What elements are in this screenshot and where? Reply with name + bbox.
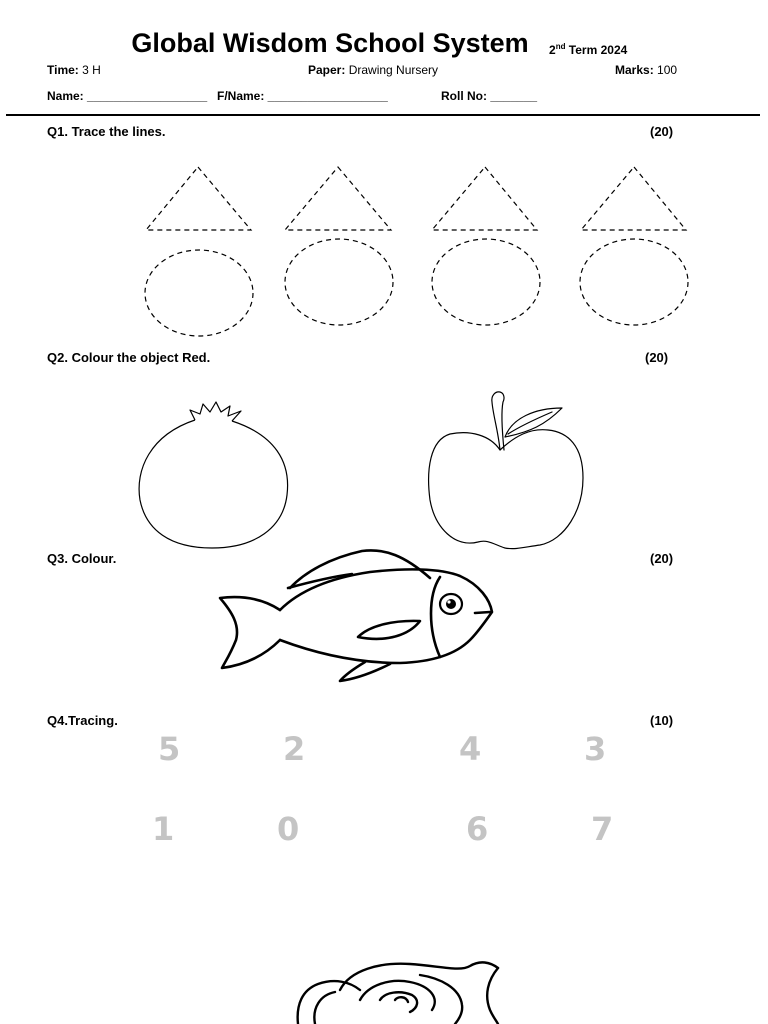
q2-title: Q2. Colour the object Red. — [47, 350, 211, 365]
q1-marks: (20) — [650, 124, 674, 139]
q3-marks: (20) — [650, 551, 674, 566]
tracing-digit: 4 — [459, 730, 482, 768]
tracing-digit: 2 — [283, 730, 306, 768]
name-field[interactable]: Name: __________________ — [47, 89, 208, 103]
tracing-digit: 0 — [277, 810, 300, 848]
tracing-digit: 6 — [466, 810, 489, 848]
roll-number-field[interactable]: Roll No: _______ — [441, 89, 538, 103]
time-value: 3 H — [78, 63, 101, 77]
paper-value: Drawing Nursery — [345, 63, 439, 77]
marks-value: 100 — [653, 63, 678, 77]
term-text: Term 2024 — [565, 43, 628, 57]
school-title: Global Wisdom School System — [131, 28, 529, 58]
tracing-digit: 5 — [158, 730, 181, 768]
tracing-digit: 3 — [584, 730, 607, 768]
q4-title: Q4.Tracing. — [47, 713, 118, 728]
q2-marks: (20) — [645, 350, 669, 365]
time-label: Time: — [47, 63, 79, 77]
paper-label: Paper: — [308, 63, 346, 77]
term-suffix: nd — [555, 42, 566, 51]
q1-title: Q1. Trace the lines. — [47, 124, 166, 139]
tracing-digit: 1 — [152, 810, 175, 848]
term-number: 2 — [549, 43, 556, 57]
q3-title: Q3. Colour. — [47, 551, 117, 566]
tracing-digit: 7 — [591, 810, 614, 848]
marks-label: Marks: — [615, 63, 654, 77]
q4-marks: (10) — [650, 713, 674, 728]
father-name-field[interactable]: F/Name: __________________ — [217, 89, 388, 103]
